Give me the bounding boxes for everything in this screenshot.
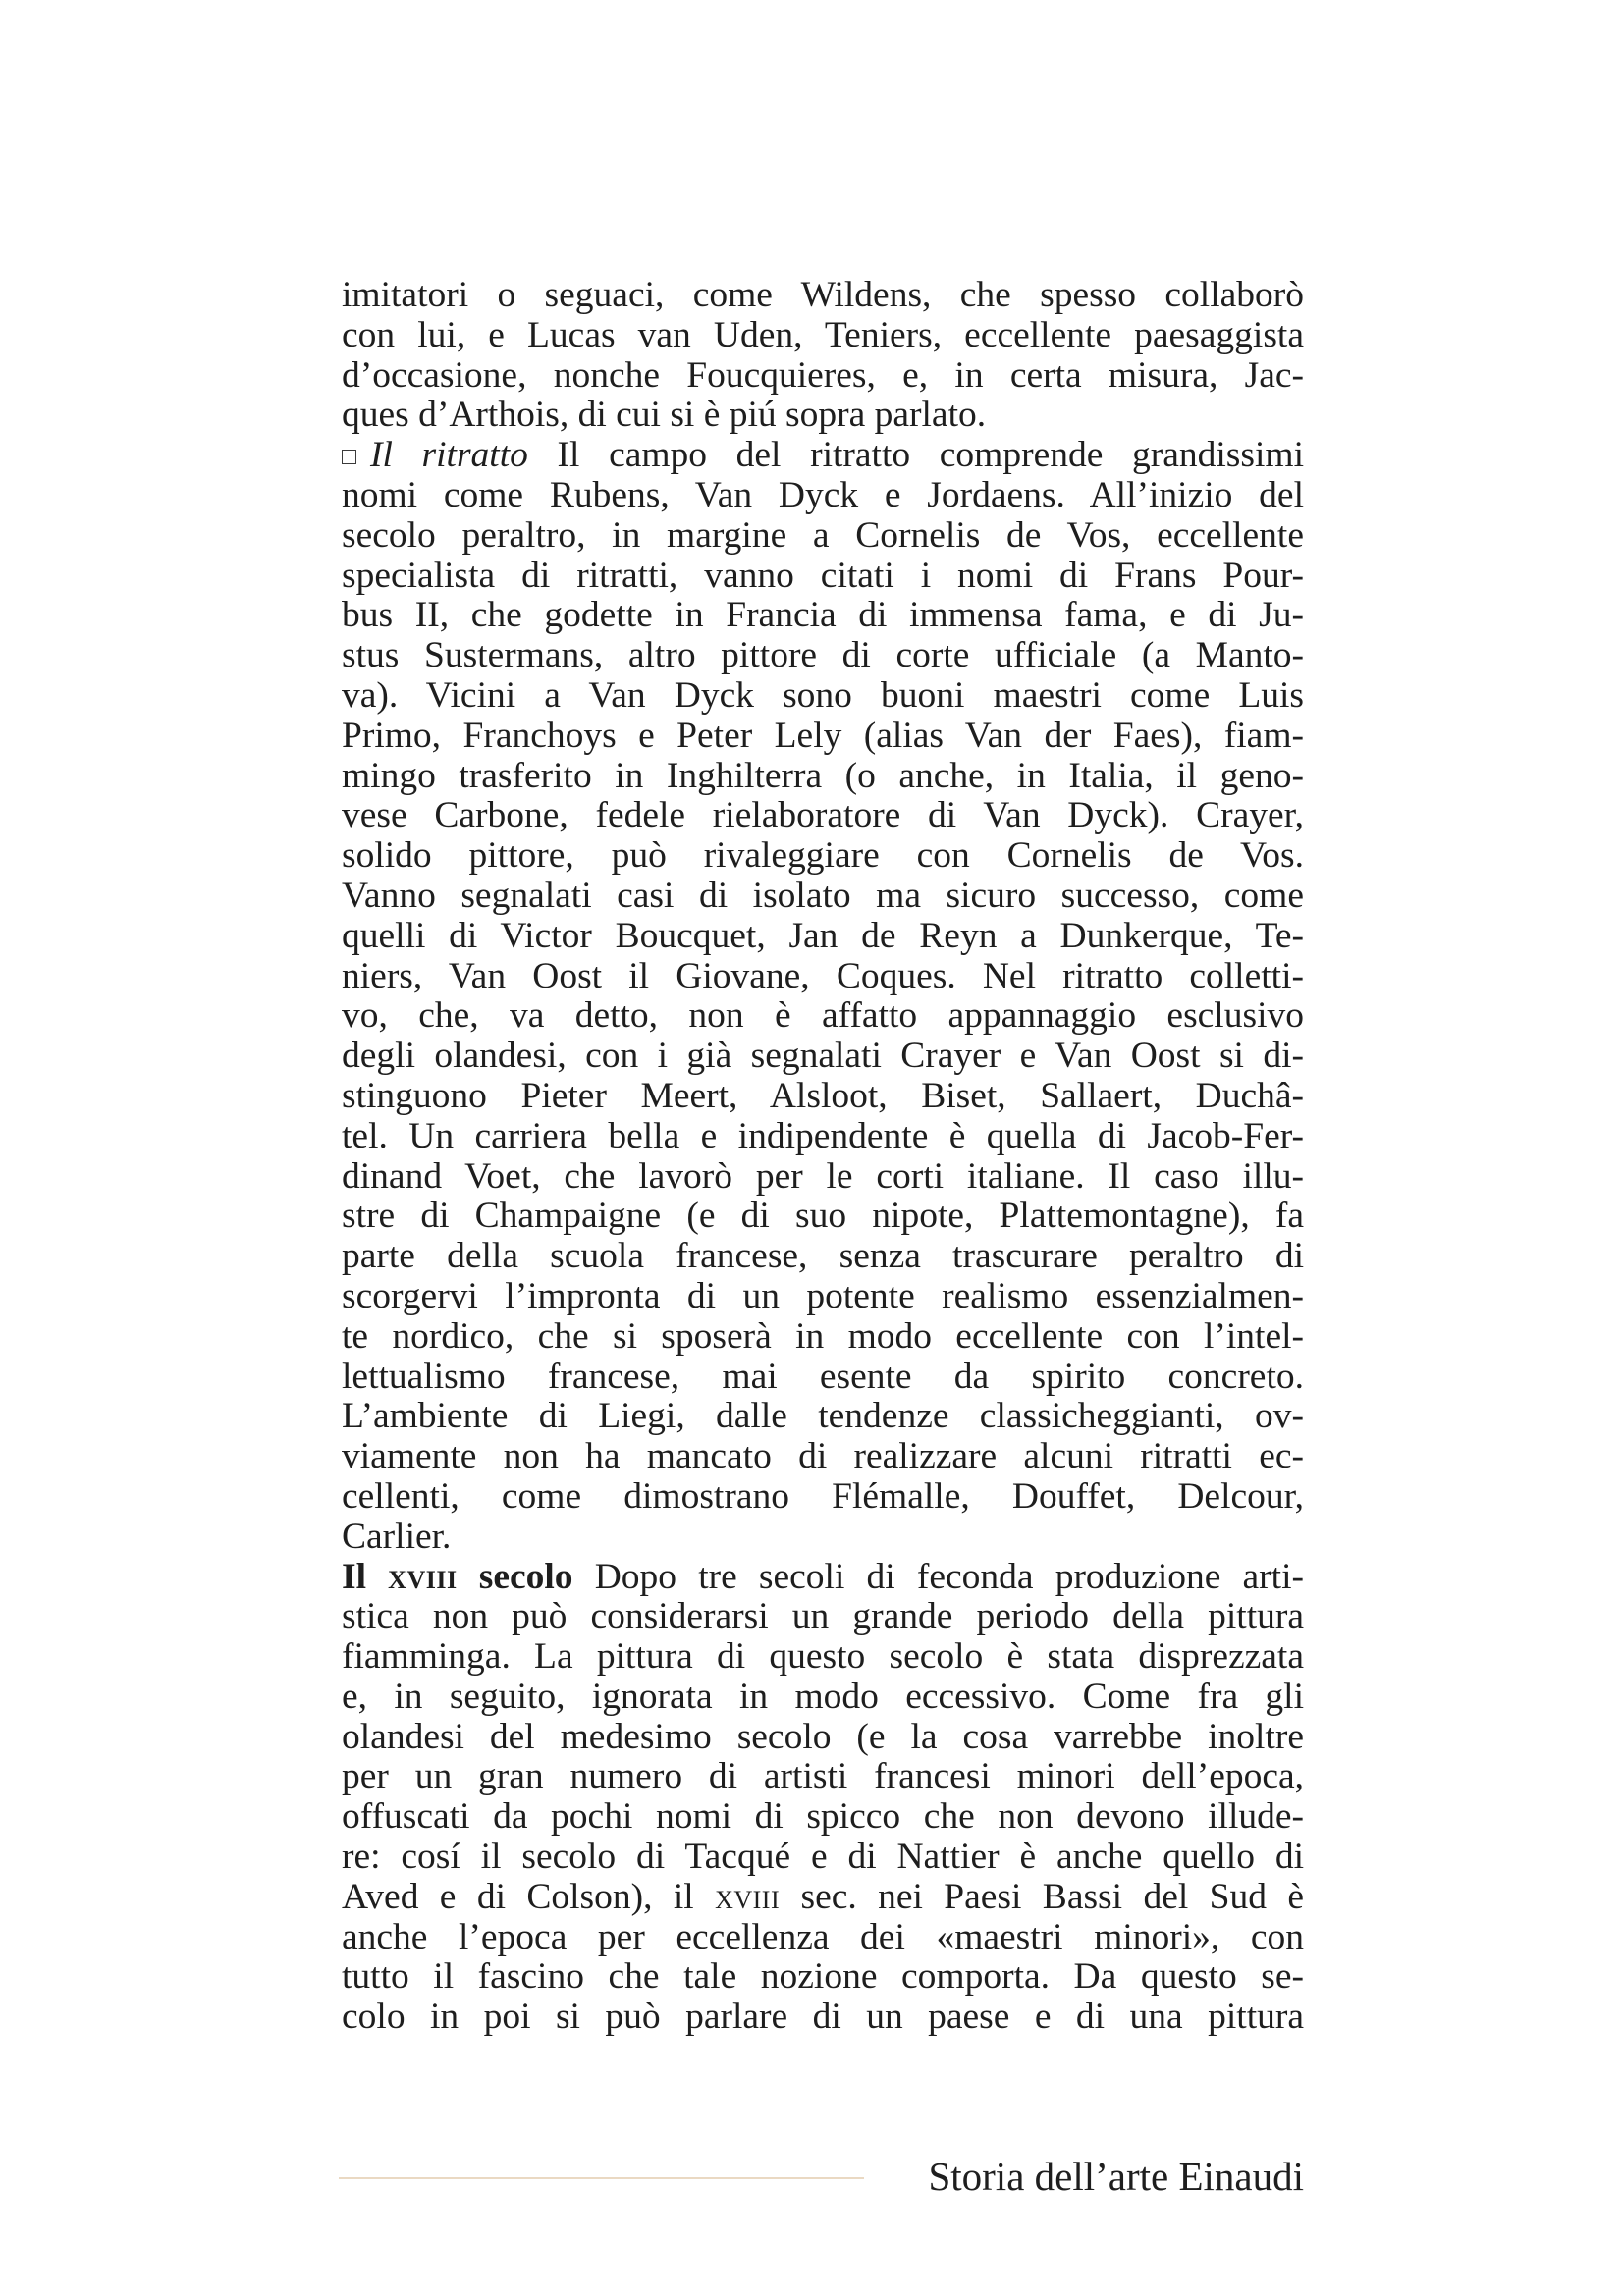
text-line <box>342 1237 1304 1277</box>
line-text: vese Carbone, fedele rielaboratore di Van Dyck). Crayer, <box>342 795 1304 836</box>
line-text: Dopo tre secoli di feconda produzione arti- <box>572 1556 1304 1597</box>
line-text: te nordico, che si sposerà in modo eccellente con l’intel- <box>342 1315 1304 1357</box>
text-line <box>342 276 1304 316</box>
text-line <box>342 1277 1304 1317</box>
line-text: anche l’epoca per eccellenza dei «maestri minori», con <box>342 1916 1304 1957</box>
text-line <box>342 1718 1304 1758</box>
text-line <box>342 316 1304 356</box>
line-text: stus Sustermans, altro pittore di corte ufficiale (a Manto- <box>342 635 1304 676</box>
line-text: stre di Champaigne (e di suo nipote, Plattemontagne), fa <box>342 1196 1304 1237</box>
line-text: dinand Voet, che lavorò per le corti italiane. Il caso illu- <box>342 1155 1304 1197</box>
text-line <box>342 596 1304 636</box>
heading-part: secolo <box>457 1556 573 1597</box>
line-text: scorgervi l’impronta di un potente realismo essenzialmen- <box>342 1275 1304 1316</box>
text-line <box>342 1918 1304 1958</box>
text-line <box>342 796 1304 836</box>
text-line <box>342 557 1304 597</box>
line-text: tutto il fascino che tale nozione comporta. Da questo se- <box>342 1956 1304 1998</box>
text-line <box>342 436 1304 476</box>
text-line <box>342 1957 1304 1998</box>
text-line <box>342 476 1304 516</box>
line-text: sec. nei Paesi Bassi del Sud è <box>780 1876 1304 1917</box>
text-line <box>342 356 1304 397</box>
line-text: va). Vicini a Van Dyck sono buoni maestri come Luis <box>342 674 1304 716</box>
line-text: solido pittore, può rivaleggiare con Cornelis de Vos. <box>342 835 1304 877</box>
text-line <box>342 877 1304 917</box>
text-line <box>342 516 1304 557</box>
text-line <box>342 1077 1304 1117</box>
line-text: colo in poi si può parlare di un paese e di una pittura <box>342 1997 1304 2038</box>
body-text <box>342 276 1304 2038</box>
line-text: bus II, che godette in Francia di immensa fama, e di Ju- <box>342 595 1304 636</box>
text-line <box>342 1358 1304 1398</box>
line-text: quelli di Victor Boucquet, Jan de Reyn a Dunkerque, Te- <box>342 915 1304 956</box>
line-text: parte della scuola francese, senza trascurare peraltro di <box>342 1236 1304 1277</box>
text-line <box>342 676 1304 717</box>
text-line <box>342 1157 1304 1198</box>
text-line <box>342 757 1304 797</box>
text-line <box>342 1838 1304 1878</box>
text-line <box>342 1197 1304 1237</box>
line-text: L’ambiente di Liegi, dalle tendenze classicheggianti, ov- <box>342 1396 1304 1437</box>
text-line <box>342 1998 1304 2038</box>
text-line <box>342 636 1304 676</box>
line-text: niers, Van Oost il Giovane, Coques. Nel ritratto colletti- <box>342 955 1304 996</box>
text-line <box>342 1117 1304 1157</box>
text-line <box>342 717 1304 757</box>
line-text: mingo trasferito in Inghilterra (o anche, in Italia, il geno- <box>342 755 1304 796</box>
text-line <box>342 1797 1304 1838</box>
line-text: ques d’Arthois, di cui si è piú sopra parlato. <box>342 395 987 436</box>
line-text: tel. Un carriera bella e indipendente è quella di Jacob-Fer- <box>342 1115 1304 1156</box>
line-text: fiamminga. La pittura di questo secolo è stata disprezzata <box>342 1636 1304 1678</box>
line-text: vo, che, va detto, non è affatto appannaggio esclusivo <box>342 995 1304 1037</box>
text-line <box>342 957 1304 997</box>
text-line <box>342 396 1304 436</box>
text-line <box>342 917 1304 957</box>
line-text: re: cosí il secolo di Tacqué e di Nattier è anche quello di <box>342 1837 1304 1878</box>
line-text: Primo, Franchoys e Peter Lely (alias Van der Faes), fiam- <box>342 715 1304 756</box>
line-text: Aved e di Colson), il <box>342 1876 716 1917</box>
line-text: viamente non ha mancato di realizzare alcuni ritratti ec- <box>342 1436 1304 1477</box>
line-text: stica non può considerarsi un grande periodo della pittura <box>342 1596 1304 1637</box>
text-line <box>342 1477 1304 1518</box>
text-line <box>342 1637 1304 1678</box>
line-text: nomi come Rubens, Van Dyck e Jordaens. All’inizio del <box>342 474 1304 515</box>
section-heading-italic: Il ritratto <box>370 435 528 476</box>
text-line <box>342 1558 1304 1598</box>
line-text: stinguono Pieter Meert, Alsloot, Biset, Sallaert, Duchâ- <box>342 1075 1304 1116</box>
text-line <box>342 1878 1304 1918</box>
text-line <box>342 1757 1304 1797</box>
line-text: e, in seguito, ignorata in modo eccessivo. Come fra gli <box>342 1676 1304 1717</box>
line-text: secolo peraltro, in margine a Cornelis de Vos, eccellente <box>342 514 1304 556</box>
section-heading-bold <box>342 1557 573 1597</box>
text-line <box>342 1518 1304 1558</box>
line-text: Carlier. <box>342 1516 452 1557</box>
footer-rule <box>339 2177 864 2179</box>
heading-roman-numeral: xviii <box>388 1556 458 1597</box>
line-text: con lui, e Lucas van Uden, Teniers, eccellente paesaggista <box>342 314 1304 355</box>
line-text: specialista di ritratti, vanno citati i nomi di Frans Pour- <box>342 555 1304 596</box>
line-text: d’occasione, nonche Foucquieres, e, in certa misura, Jac- <box>342 354 1304 396</box>
text-line <box>342 836 1304 877</box>
line-text: olandesi del medesimo secolo (e la cosa varrebbe inoltre <box>342 1716 1304 1757</box>
line-text: per un gran numero di artisti francesi minori dell’epoca, <box>342 1756 1304 1797</box>
text-line <box>342 1037 1304 1077</box>
line-text: Vanno segnalati casi di isolato ma sicuro successo, come <box>342 875 1304 916</box>
text-line <box>342 1317 1304 1358</box>
line-text: imitatori o seguaci, come Wildens, che spesso collaborò <box>342 275 1304 315</box>
footer-title: Storia dell’arte Einaudi <box>928 2154 1304 2199</box>
text-line <box>342 996 1304 1037</box>
line-text: cellenti, come dimostrano Flémalle, Douffet, Delcour, <box>342 1475 1304 1517</box>
line-text: degli olandesi, con i già segnalati Crayer e Van Oost si di- <box>342 1036 1304 1077</box>
line-text: offuscati da pochi nomi di spicco che non devono illude- <box>342 1796 1304 1838</box>
heading-part: Il <box>342 1556 389 1597</box>
text-line <box>342 1678 1304 1718</box>
text-line <box>342 1437 1304 1477</box>
text-line <box>342 1597 1304 1637</box>
section-bullet-icon <box>342 450 356 464</box>
line-text: Il campo del ritratto comprende grandissimi <box>527 435 1304 476</box>
roman-numeral: xviii <box>715 1876 781 1917</box>
text-line <box>342 1397 1304 1437</box>
line-text: lettualismo francese, mai esente da spirito concreto. <box>342 1356 1304 1397</box>
